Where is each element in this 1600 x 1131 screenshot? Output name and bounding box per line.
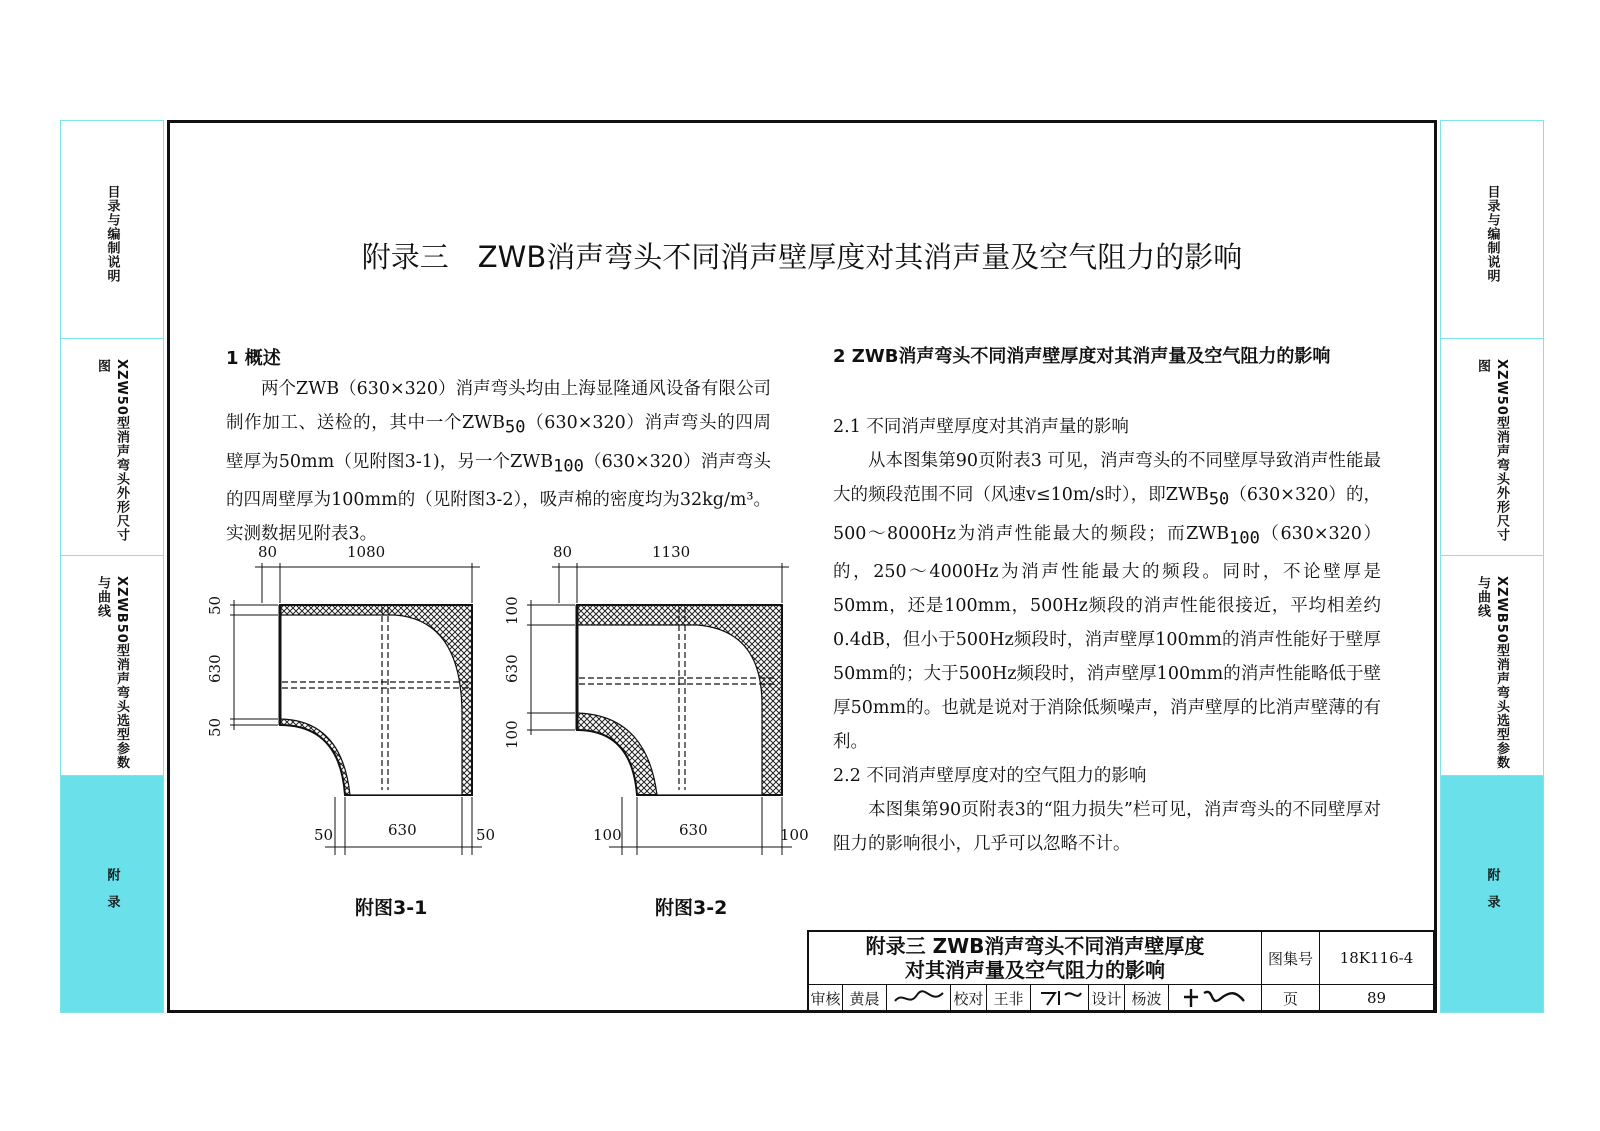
tb-design-label: 设计: [1089, 985, 1125, 1012]
fig1-dim-bot-right: 50: [476, 826, 496, 844]
fig1-dim-left-bot: 50: [206, 717, 224, 737]
tab-xzwb50-right[interactable]: [1441, 556, 1543, 776]
s1-sub-b: 100: [553, 456, 584, 476]
s21-sub-a: 50: [1208, 489, 1230, 510]
section-1-text: [226, 372, 771, 551]
section-2-1-text: [833, 444, 1381, 759]
signature-icon: [1180, 987, 1250, 1009]
fig2-dim-left-top: 100: [503, 596, 521, 625]
s21-text-c: （630×320）的，250～4000Hz为消声性能最大的频段。同时，不论壁厚是50mm，还是100mm，500Hz频段的消声性能很接近，平均相差约0.4dB，但小于500Hz频段时，消声壁厚100mm的消声性能好于壁厚50mm的；大于500Hz频段时，消声壁厚100mm的消声性能略低于壁厚50mm的。也就是说对于消除低频噪声，消声壁厚的比消声壁薄的有利。: [833, 523, 1381, 752]
fig1-dim-bot-mid: 630: [388, 821, 417, 839]
figure-3-1: [200, 545, 510, 875]
s1-text-b: （630×320）消声弯头的四周壁厚为50mm（见附图3-1)，另一个ZWB: [226, 413, 772, 472]
section-2-1-heading: 2.1 不同消声壁厚度对其消声量的影响: [833, 417, 1129, 437]
fig2-dim-left-bot: 100: [503, 720, 521, 749]
tb-page-label: 页: [1262, 985, 1320, 1012]
tab-contents-right[interactable]: [1441, 121, 1543, 339]
s1-text-c: （630×320）消声弯头的四周壁厚为100mm的（见附图3-2），吸声棉的密度均为32kg/m³。实测数据见附表3。: [226, 451, 771, 544]
section-2-heading: 2 ZWB消声弯头不同消声壁厚度对其消声量及空气阻力的影响: [833, 346, 1331, 367]
fig2-passage: [577, 625, 762, 795]
s21-text-a: 从本图集第90页附表3 可见，消声弯头的不同壁厚导致消声性能最大的频段范围不同（风速v≤10m/s时），即ZWB: [833, 451, 1381, 505]
tb-design-name: 杨波: [1125, 985, 1169, 1012]
section-2-text: [833, 410, 1381, 861]
fig2-dim-left-mid: 630: [503, 654, 521, 683]
section-1-heading: 1 概述: [226, 348, 281, 369]
tb-review-label: 审核: [807, 985, 843, 1012]
fig2-dim-bot-mid: 630: [679, 821, 708, 839]
tb-atlas-label: 图集号: [1262, 930, 1320, 985]
tab-appendix-label: 附录: [104, 868, 120, 922]
s1-text-a: 两个ZWB（630×320）消声弯头均由上海显隆通风设备有限公司制作加工、送检的，其中一个ZWB: [226, 379, 771, 433]
fig1-passage: [280, 615, 462, 795]
tab-appendix[interactable]: [61, 776, 163, 1012]
right-sidebar: [1440, 120, 1544, 1013]
fig2-dim-top-len: 1130: [652, 545, 691, 561]
tab-xzw50[interactable]: [61, 339, 163, 556]
left-sidebar: [60, 120, 164, 1013]
tab-contents-right-label: 目录与编制说明: [1484, 185, 1500, 283]
s1-sub-a: 50: [505, 417, 526, 438]
tab-xzwb50-right-label: XZWB50型消声弯头选型参数与曲线: [1475, 576, 1509, 770]
tb-design-signature: [1169, 985, 1262, 1012]
tab-xzw50-right-label: XZW50型消声弯头外形尺寸图: [1475, 359, 1509, 542]
section-2-2-heading: 2.2 不同消声壁厚度对的空气阻力的影响: [833, 766, 1147, 786]
s21-text-b: （630×320）的，500～8000Hz为消声性能最大的频段；而ZWB: [833, 485, 1382, 544]
fig1-caption: 附图3-1: [355, 897, 428, 919]
fig2-caption: 附图3-2: [655, 897, 728, 919]
signature-icon: [891, 987, 947, 1009]
tb-review-name: 黄晨: [843, 985, 887, 1012]
tab-contents[interactable]: [61, 121, 163, 339]
tb-check-name: 王非: [987, 985, 1031, 1012]
tb-title-line2: 对其消声量及空气阻力的影响: [905, 958, 1165, 982]
tb-check-signature: [1031, 985, 1089, 1012]
fig2-dim-top-wall: 80: [553, 545, 573, 561]
tb-title-cell: [807, 930, 1262, 985]
section-2-2-text: 本图集第90页附表3的“阻力损失”栏可见，消声弯头的不同壁厚对阻力的影响很小，几乎可以忽略不计。: [833, 800, 1381, 854]
fig1-dim-left-mid: 630: [206, 654, 224, 683]
tab-appendix-right[interactable]: [1441, 776, 1543, 1012]
tb-page-no: 89: [1320, 985, 1434, 1012]
tab-xzwb50[interactable]: [61, 556, 163, 776]
tb-check-label: 校对: [951, 985, 987, 1012]
s21-sub-b: 100: [1229, 528, 1260, 548]
tab-contents-label: 目录与编制说明: [104, 185, 120, 283]
fig1-dim-bot-left: 50: [314, 826, 334, 844]
fig1-dim-left-top: 50: [206, 595, 224, 615]
fig2-dim-bot-left: 100: [593, 826, 622, 844]
fig1-dim-top-wall: 80: [258, 545, 278, 561]
tab-xzw50-right[interactable]: [1441, 339, 1543, 556]
tab-appendix-right-label: 附录: [1484, 868, 1500, 922]
fig2-dim-bot-right: 100: [780, 826, 809, 844]
tb-review-signature: [887, 985, 951, 1012]
fig1-dim-top-len: 1080: [347, 545, 386, 561]
tab-xzwb50-label: XZWB50型消声弯头选型参数与曲线: [95, 576, 129, 770]
tab-xzw50-label: XZW50型消声弯头外形尺寸图: [95, 359, 129, 542]
title-block: [807, 930, 1434, 1012]
figure-3-2: [497, 545, 815, 875]
tb-atlas-no: 18K116-4: [1320, 930, 1434, 985]
page-title: 附录三 ZWB消声弯头不同消声壁厚度对其消声量及空气阻力的影响: [361, 240, 1243, 274]
tb-title-line1: 附录三 ZWB消声弯头不同消声壁厚度: [865, 934, 1205, 958]
signature-icon: [1035, 987, 1085, 1009]
